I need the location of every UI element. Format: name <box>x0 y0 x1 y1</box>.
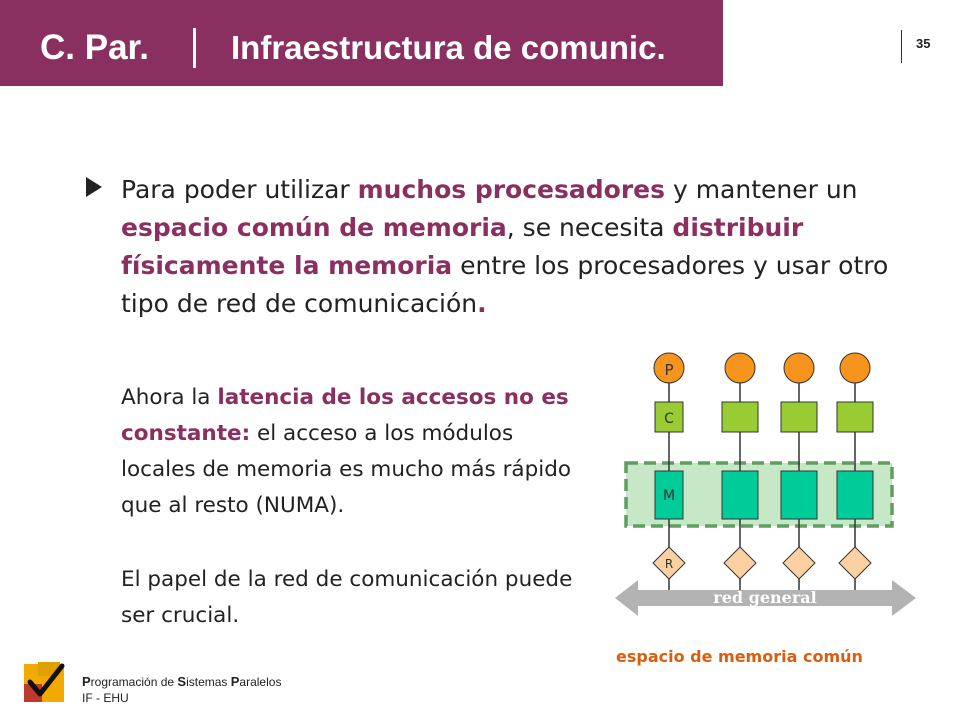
label-p: P <box>664 361 674 379</box>
label-r: R <box>664 557 674 571</box>
cache-3 <box>837 402 873 432</box>
node-1 <box>722 353 758 590</box>
label-m: M <box>662 488 676 504</box>
router-3 <box>839 547 871 579</box>
footer-line-1 <box>82 674 281 690</box>
label-c: C <box>664 411 674 427</box>
text-segment: Ahora la <box>121 385 218 410</box>
header-separator <box>193 28 196 68</box>
diagram-caption: espacio de memoria común <box>616 647 863 666</box>
footer-text-segment: aralelos <box>239 675 282 689</box>
course-title: C. Par. <box>40 28 149 67</box>
highlight-latency: latencia de los accesos no es constante: <box>121 385 569 446</box>
node-0 <box>653 353 685 590</box>
footer-line-2: IF - EHU <box>82 691 129 705</box>
page-number-separator <box>901 30 902 63</box>
memory-1 <box>722 471 758 519</box>
footer-initial-s: S <box>177 674 187 689</box>
memory-2 <box>781 471 817 519</box>
highlight-period: . <box>477 289 487 318</box>
footer-initial-pa: P <box>230 674 240 689</box>
cache-1 <box>722 402 758 432</box>
bullet-arrow-icon <box>86 177 102 197</box>
node-3 <box>837 353 873 590</box>
highlight-many-processors: muchos procesadores <box>357 175 665 204</box>
numa-paragraph <box>121 380 591 524</box>
text-segment: Para poder utilizar <box>121 175 358 204</box>
footer-initial-p: P <box>82 674 91 689</box>
cache-2 <box>781 402 817 432</box>
network-label: red general <box>713 588 817 607</box>
processor-2 <box>784 353 814 383</box>
text-segment: , se necesita <box>506 213 673 242</box>
footer-text-segment: rogramación de <box>90 675 178 689</box>
text-segment: entre los procesadores y usar otro tipo de red de comunicación <box>121 251 889 318</box>
memory-3 <box>837 471 873 519</box>
router-2 <box>783 547 815 579</box>
text-segment: y mantener un <box>665 175 858 204</box>
slide-title: Infraestructura de comunic. <box>231 29 666 66</box>
highlight-distribute-memory: distribuir físicamente la memoria <box>121 213 804 280</box>
node-2 <box>781 353 817 590</box>
highlight-common-memory: espacio común de memoria <box>121 213 507 242</box>
logo-check-icon <box>20 658 68 706</box>
page-number: 35 <box>916 36 931 51</box>
router-1 <box>724 547 756 579</box>
main-paragraph <box>121 171 921 323</box>
footer-text <box>82 674 281 706</box>
processor-3 <box>840 353 870 383</box>
footer-text-segment: istemas <box>186 675 231 689</box>
processor-1 <box>725 353 755 383</box>
numa-diagram <box>600 340 930 640</box>
network-paragraph: El papel de la red de comunicación puede ser crucial. <box>121 567 573 628</box>
text-segment: el acceso a los módulos locales de memoria es mucho más rápido que al resto (NUMA). <box>121 421 572 518</box>
